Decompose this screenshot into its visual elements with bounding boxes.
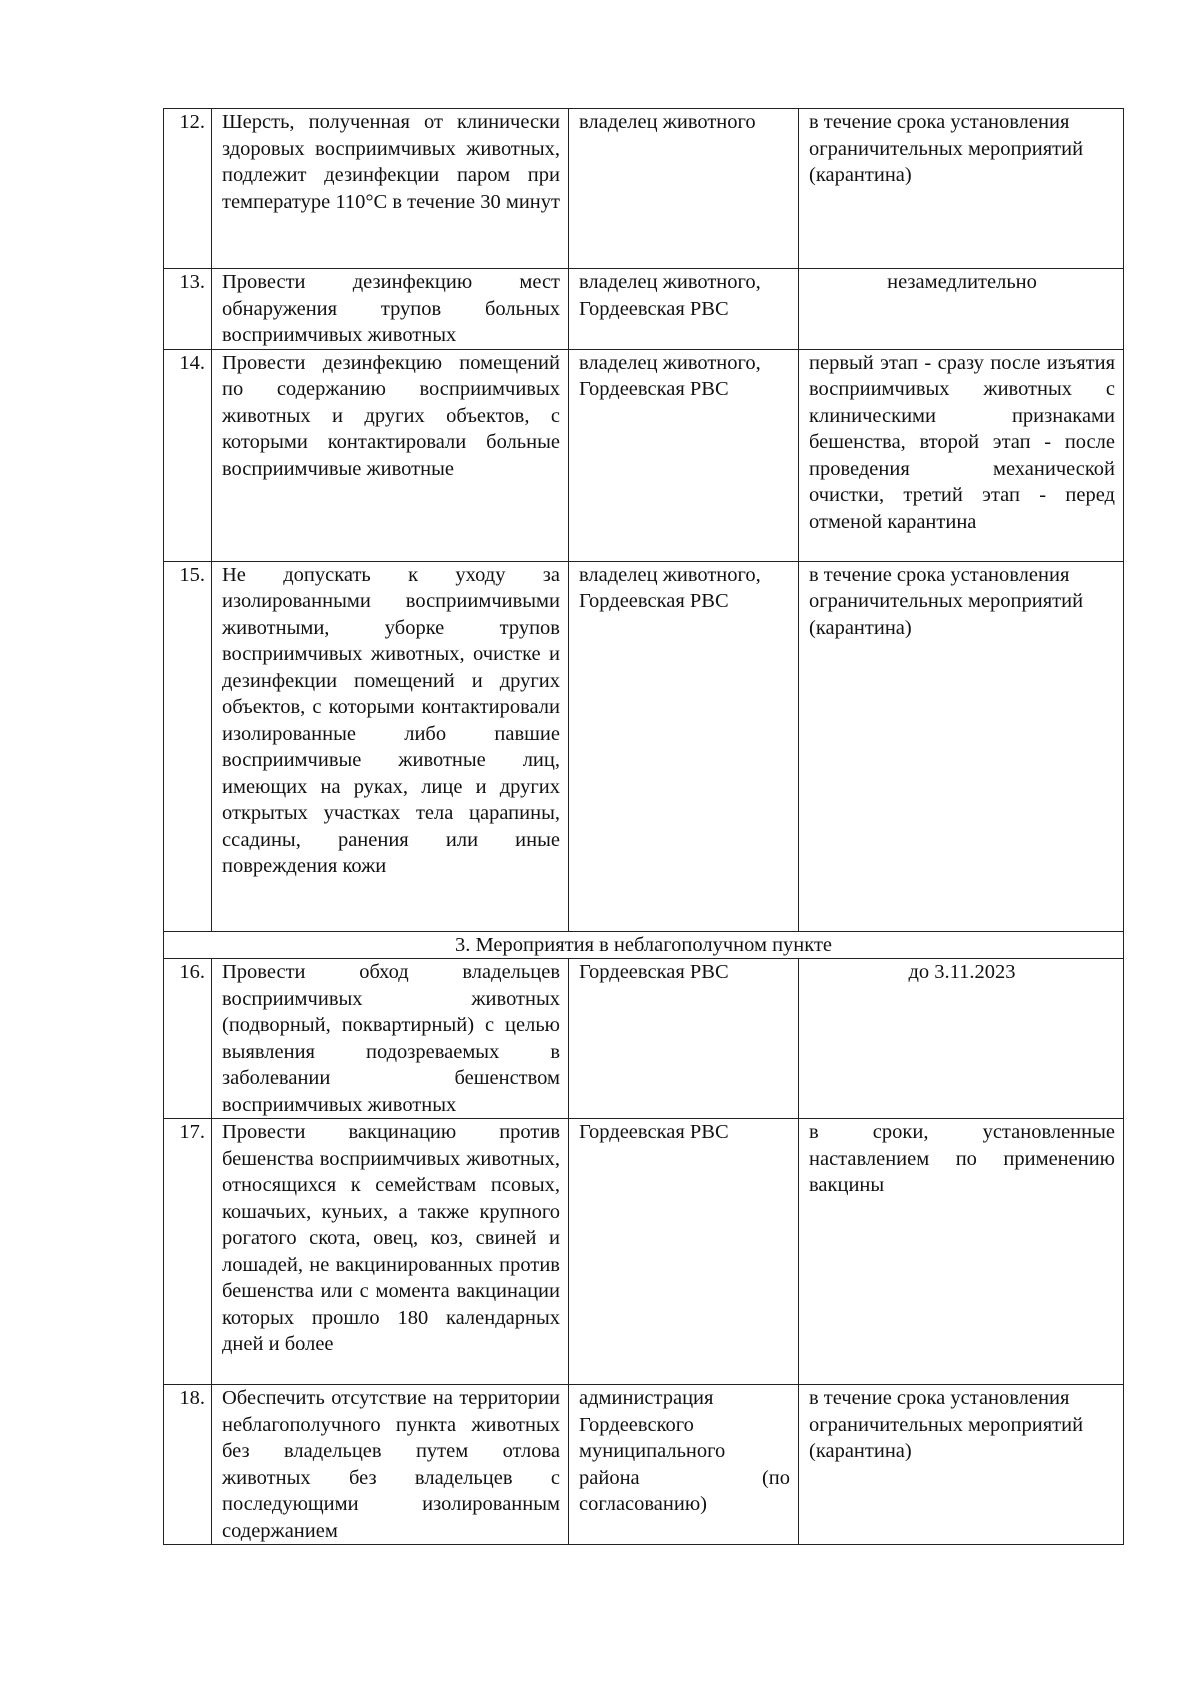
section-header-row — [164, 931, 1124, 959]
row-number: 17. — [164, 1119, 212, 1385]
measure-description: Провести дезинфекцию мест обнаружения трупов больных восприимчивых животных — [212, 269, 569, 350]
execution-term: до 3.11.2023 — [799, 959, 1124, 1119]
measure-description: Шерсть, полученная от клинически здоровых восприимчивых животных, подлежит дезинфекции паром при температуре 110°С в течение 30 минут — [212, 109, 569, 269]
execution-term: в течение срока установления ограничительных мероприятий (карантина) — [799, 109, 1124, 269]
measure-description: Обеспечить отсутствие на территории неблагополучного пункта животных без владельцев путем отлова животных без владельцев с последующими изолированным содержанием — [212, 1385, 569, 1545]
responsible-party: владелец животного, Гордеевская РВС — [569, 349, 799, 561]
row-number: 12. — [164, 109, 212, 269]
table-row — [164, 1385, 1124, 1545]
responsible-party: администрация Гордеевского муниципального района (по согласованию) — [569, 1385, 799, 1545]
table-row — [164, 269, 1124, 350]
table-row — [164, 561, 1124, 931]
execution-term: в течение срока установления ограничительных мероприятий (карантина) — [799, 1385, 1124, 1545]
measure-description: Не допускать к уходу за изолированными восприимчивыми животными, уборке трупов восприимчивых животных, очистке и дезинфекции помещений и других объектов, с которыми контактировали изолированные либо павшие восприимчивые животные лиц, имеющих на руках, лице и других открытых участках тела царапины, ссадины, ранения или иные повреждения кожи — [212, 561, 569, 931]
measure-description: Провести обход владельцев восприимчивых животных (подворный, поквартирный) с целью выявления подозреваемых в заболевании бешенством восприимчивых животных — [212, 959, 569, 1119]
execution-term: в течение срока установления ограничительных мероприятий (карантина) — [799, 561, 1124, 931]
row-number: 18. — [164, 1385, 212, 1545]
measure-description: Провести дезинфекцию помещений по содержанию восприимчивых животных и других объектов, с которыми контактировали больные восприимчивые животные — [212, 349, 569, 561]
section-title: 3. Мероприятия в неблагополучном пункте — [164, 931, 1124, 959]
execution-term: в сроки, установленные наставлением по применению вакцины — [799, 1119, 1124, 1385]
measures-table — [163, 108, 1124, 1545]
execution-term: первый этап - сразу после изъятия восприимчивых животных с клиническими признаками бешенства, второй этап - после проведения механической очистки, третий этап - перед отменой карантина — [799, 349, 1124, 561]
table-row — [164, 1119, 1124, 1385]
table-row — [164, 959, 1124, 1119]
responsible-party: владелец животного, Гордеевская РВС — [569, 561, 799, 931]
table-row — [164, 349, 1124, 561]
measure-description: Провести вакцинацию против бешенства восприимчивых животных, относящихся к семействам псовых, кошачьих, куньих, а также крупного рогатого скота, овец, коз, свиней и лошадей, не вакцинированных против бешенства или с момента вакцинации которых прошло 180 календарных дней и более — [212, 1119, 569, 1385]
responsible-party: владелец животного — [569, 109, 799, 269]
row-number: 13. — [164, 269, 212, 350]
responsible-party: Гордеевская РВС — [569, 959, 799, 1119]
row-number: 16. — [164, 959, 212, 1119]
responsible-party: владелец животного, Гордеевская РВС — [569, 269, 799, 350]
responsible-party: Гордеевская РВС — [569, 1119, 799, 1385]
row-number: 15. — [164, 561, 212, 931]
table-row — [164, 109, 1124, 269]
execution-term: незамедлительно — [799, 269, 1124, 350]
row-number: 14. — [164, 349, 212, 561]
document-page — [163, 108, 1123, 1545]
